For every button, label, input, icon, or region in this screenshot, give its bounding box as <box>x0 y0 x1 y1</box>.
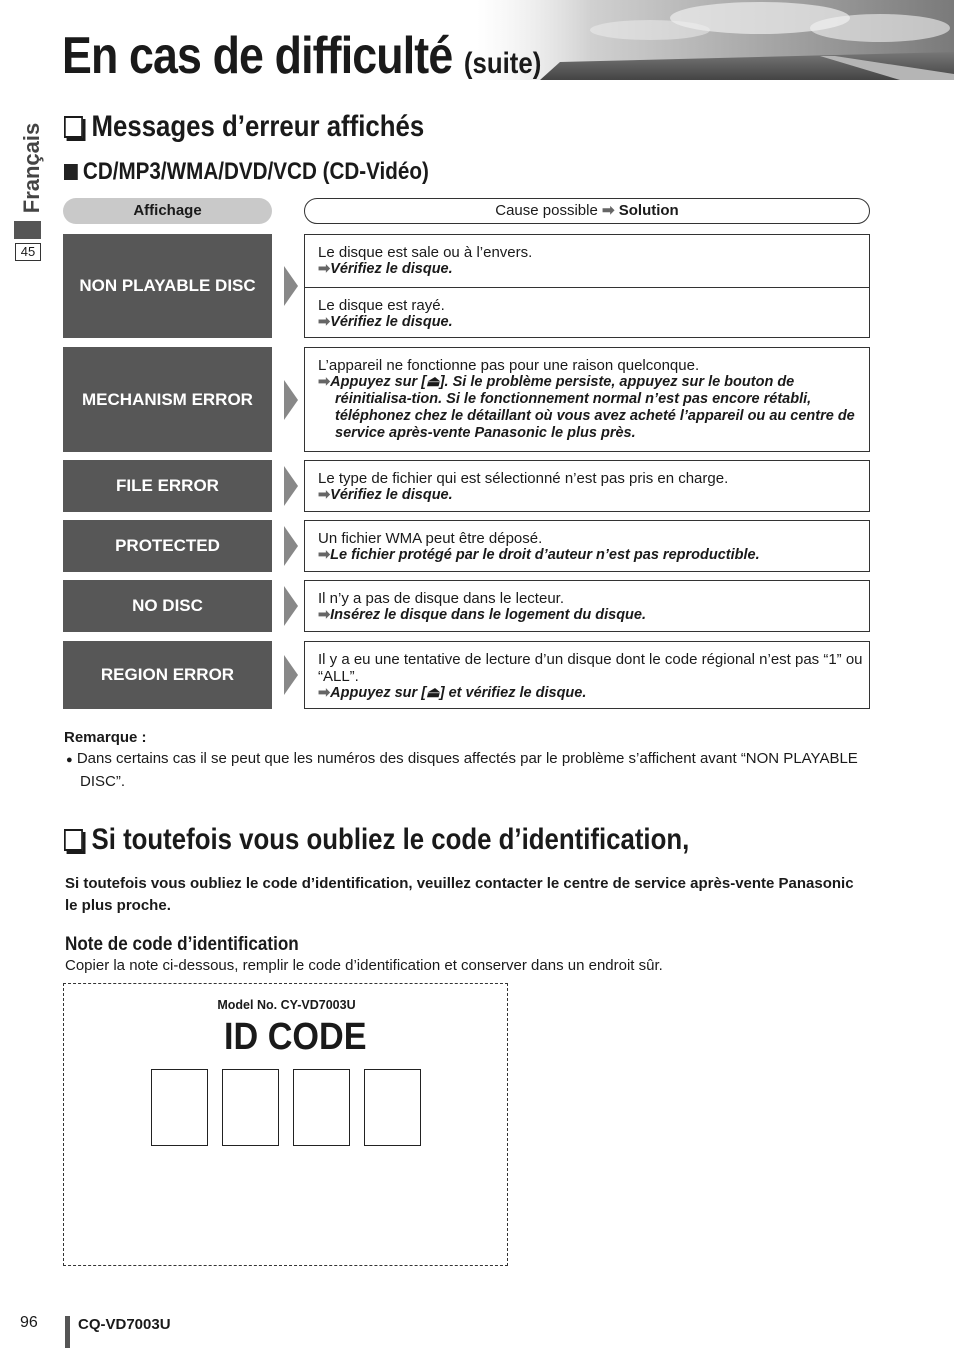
note-text: Copier la note ci-dessous, remplir le code d’identification et conserver dans un endroit sûr. <box>65 957 663 974</box>
remark-text: ● Dans certains cas il se peut que les numéros des disques affectés par le problème s’affichent avant “NON PLAYABLE DISC”. <box>66 750 858 790</box>
cause-box <box>304 641 870 709</box>
cause-box <box>304 580 870 632</box>
cause-cell <box>305 287 869 338</box>
language-marker <box>14 221 41 239</box>
arrow-right-icon <box>284 586 298 626</box>
cause-cell <box>305 581 869 624</box>
cause-cell <box>305 521 869 564</box>
error-row <box>63 520 870 572</box>
arrow-right-icon <box>284 655 298 695</box>
arrow-right-icon <box>284 266 298 306</box>
error-row <box>63 641 870 709</box>
error-row <box>63 234 870 338</box>
cause-text: Le disque est rayé. <box>318 297 445 314</box>
note-title: Note de code d’identification <box>65 934 299 955</box>
cause-box <box>304 460 870 512</box>
language-label: Français <box>19 122 44 214</box>
cause-text: Il y a eu une tentative de lecture d’un disque dont le code régional n’est pas “1” ou “ALL”. <box>318 651 863 685</box>
arrow-right-icon <box>284 466 298 506</box>
cause-text: L’appareil ne fonctionne pas pour une raison quelconque. <box>318 357 700 374</box>
error-display: FILE ERROR <box>63 460 272 512</box>
cause-cell <box>305 461 869 504</box>
arrow-right-icon <box>284 526 298 566</box>
error-row <box>63 347 870 452</box>
solution-text: ➡Vérifiez le disque. <box>318 261 453 277</box>
checkbox-icon <box>64 116 83 138</box>
error-display: REGION ERROR <box>63 641 272 709</box>
cause-box <box>304 520 870 572</box>
solution-text: ➡Le fichier protégé par le droit d’auteur n’est pas reproductible. <box>318 547 760 563</box>
error-display: NO DISC <box>63 580 272 632</box>
cause-cell <box>305 348 869 442</box>
bullet-icon: ● <box>66 754 73 766</box>
id-code-heading: Si toutefois vous oubliez le code d’identification, <box>64 823 689 857</box>
page-number: 96 <box>20 1314 38 1331</box>
code-digit-box <box>222 1069 279 1146</box>
solution-text: ➡Insérez le disque dans le logement du disque. <box>318 607 647 623</box>
arrow-right-icon <box>284 380 298 420</box>
error-row <box>63 580 870 632</box>
cause-text: Un fichier WMA peut être déposé. <box>318 530 543 547</box>
error-display: PROTECTED <box>63 520 272 572</box>
square-bullet-icon <box>64 164 78 180</box>
cause-box <box>304 234 870 338</box>
code-digit-box <box>151 1069 208 1146</box>
arrow-right-icon: ➡ <box>601 202 615 219</box>
cause-text: Le type de fichier qui est sélectionné n’est pas pris en charge. <box>318 470 729 487</box>
card-model-number: Model No. CY-VD7003U <box>217 998 356 1012</box>
solution-text: ➡Appuyez sur [⏏]. Si le problème persiste, appuyez sur le bouton de réinitialisa-tion. Si le fonctionnement normal n’est pas encore rétabli, téléphonez chez le détaillant où vous avez acheté l’appareil ou au centre de service après-vente Panasonic le plus près. <box>318 374 855 441</box>
error-messages-heading: Messages d’erreur affichés <box>64 110 424 144</box>
id-code-card <box>63 983 508 1266</box>
checkbox-icon <box>64 829 83 851</box>
footer-model: CQ-VD7003U <box>78 1316 171 1333</box>
solution-text: ➡Vérifiez le disque. <box>318 314 453 330</box>
section-number: 45 <box>15 243 41 261</box>
solution-text: ➡Vérifiez le disque. <box>318 487 453 503</box>
column-header-display: Affichage <box>63 198 272 224</box>
card-title: ID CODE <box>224 1016 367 1058</box>
cause-text: Le disque est sale ou à l’envers. <box>318 244 533 261</box>
code-digit-box <box>364 1069 421 1146</box>
solution-text: ➡Appuyez sur [⏏] et vérifiez le disque. <box>318 685 587 701</box>
id-code-paragraph: Si toutefois vous oubliez le code d’identification, veuillez contacter le centre de service après-vente Panasonic le plus proche. <box>65 875 854 914</box>
cause-box <box>304 347 870 452</box>
error-row <box>63 460 870 512</box>
cause-cell <box>305 642 869 702</box>
page-title: En cas de difficulté (suite) <box>62 27 542 85</box>
error-display: NON PLAYABLE DISC <box>63 234 272 338</box>
error-display: MECHANISM ERROR <box>63 347 272 452</box>
footer-bar <box>65 1316 70 1348</box>
cause-text: Il n’y a pas de disque dans le lecteur. <box>318 590 564 607</box>
cause-cell <box>305 235 869 287</box>
code-digit-box <box>293 1069 350 1146</box>
page-title-suffix: (suite) <box>463 47 542 80</box>
column-header-cause: Cause possible ➡ Solution <box>304 198 870 224</box>
media-subheading: CD/MP3/WMA/DVD/VCD (CD-Vidéo) <box>64 158 429 186</box>
remark-title: Remarque : <box>64 729 147 746</box>
